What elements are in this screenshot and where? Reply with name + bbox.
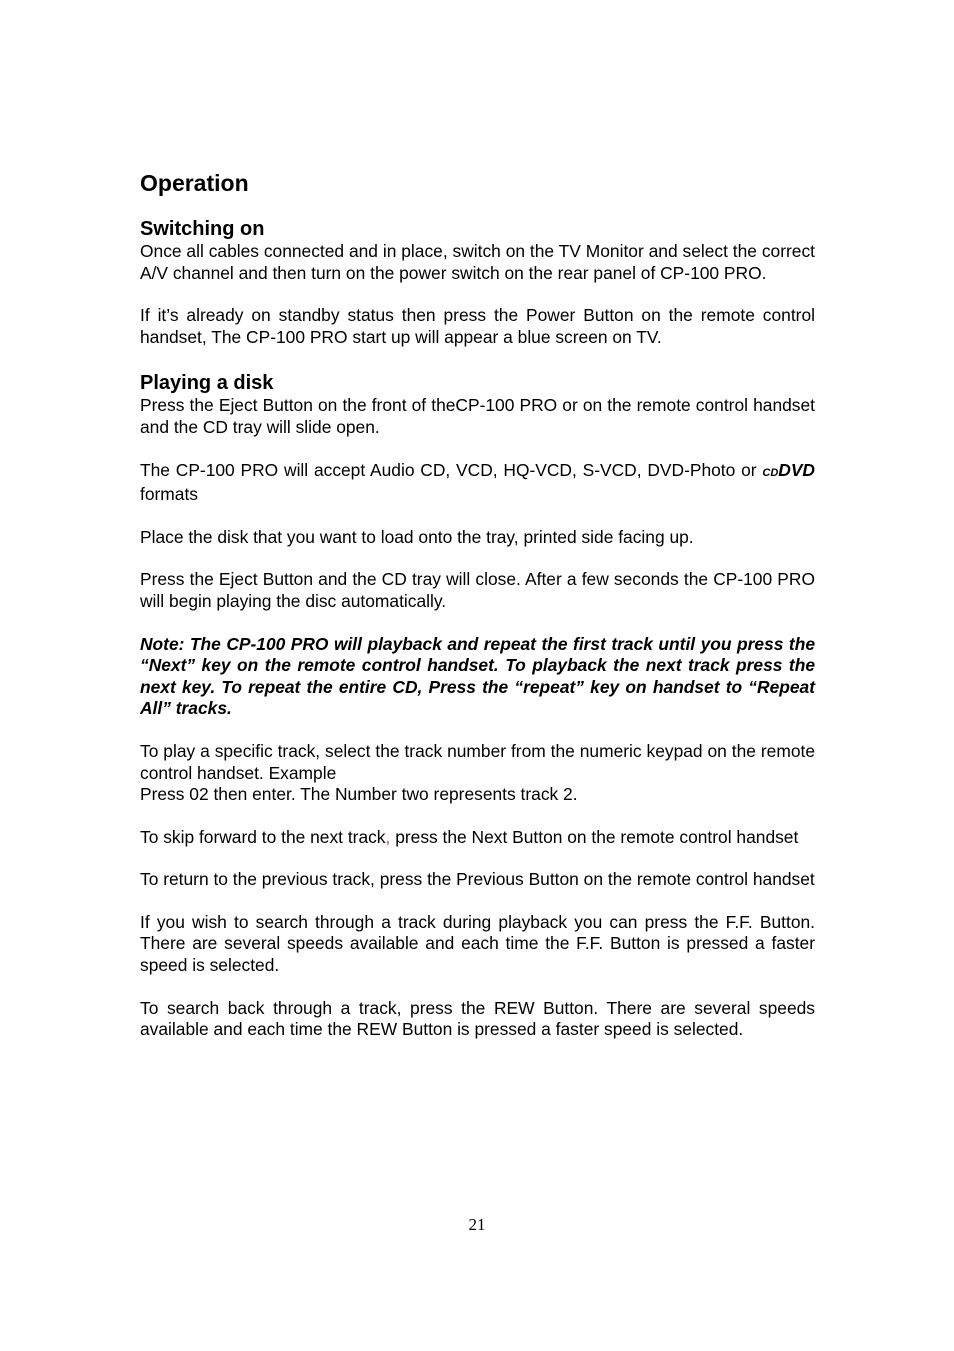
previous-track-paragraph: To return to the previous track, press the Previous Button on the remote control handset <box>140 869 815 890</box>
heading-switching-on: Switching on <box>140 218 265 240</box>
playing-disk-paragraph-1: Press the Eject Button on the front of theCP-100 PRO or on the remote control handset and the CD tray will slide open. <box>140 395 815 437</box>
switching-on-paragraph-2: If it’s already on standby status then press the Power Button on the remote control handset, The CP-100 PRO start up will appear a blue screen on TV. <box>140 305 815 347</box>
specific-track-paragraph <box>140 741 815 806</box>
fast-forward-paragraph: If you wish to search through a track during playback you can press the F.F. Button. There are several speeds available and each time the F.F. Button is pressed a faster speed is selected. <box>140 911 815 976</box>
page-title: Operation <box>140 170 249 196</box>
cd-logo-mark: CD <box>762 466 779 479</box>
page-number: 21 <box>468 1215 486 1234</box>
supported-formats-paragraph <box>140 460 815 506</box>
playback-note: Note: The CP-100 PRO will playback and repeat the first track until you press the “Next” key on the remote control handset. To playback the next track press the next key. To repeat the entire CD, Press the “repeat” key on handset to “Repeat All” tracks. <box>140 633 815 719</box>
rewind-paragraph: To search back through a track, press the REW Button. There are several speeds available and each time the REW Button is pressed a faster speed is selected. <box>140 997 815 1040</box>
heading-playing-disk: Playing a disk <box>140 372 274 395</box>
document-page <box>140 168 815 1062</box>
playing-disk-paragraph-3: Place the disk that you want to load onto the tray, printed side facing up. <box>140 526 694 547</box>
section-playing-disk <box>140 371 815 1040</box>
accent-comma: , <box>385 826 391 847</box>
switching-on-paragraph-1: Once all cables connected and in place, switch on the TV Monitor and select the correct A/V channel and then turn on the power switch on the rear panel of CP-100 PRO. <box>140 241 815 283</box>
specific-track-line-1: To play a specific track, select the track number from the numeric keypad on the remote control handset. Example <box>140 740 815 783</box>
skip-forward-text-start: To skip forward to the next track <box>140 826 386 847</box>
section-switching-on <box>140 217 815 348</box>
dvd-logo-mark: DVD <box>778 459 815 480</box>
skip-forward-text-end: press the Next Button on the remote control handset <box>390 826 799 847</box>
specific-track-line-2: Press 02 then enter. The Number two represents track 2. <box>140 784 578 805</box>
playing-disk-paragraph-4: Press the Eject Button and the CD tray will close. After a few seconds the CP-100 PRO will begin playing the disc automatically. <box>140 569 815 611</box>
supported-formats-tail: formats <box>140 484 198 505</box>
supported-formats-text: The CP-100 PRO will accept Audio CD, VCD, HQ-VCD, S-VCD, DVD-Photo or <box>140 459 757 480</box>
skip-forward-paragraph <box>140 827 815 849</box>
